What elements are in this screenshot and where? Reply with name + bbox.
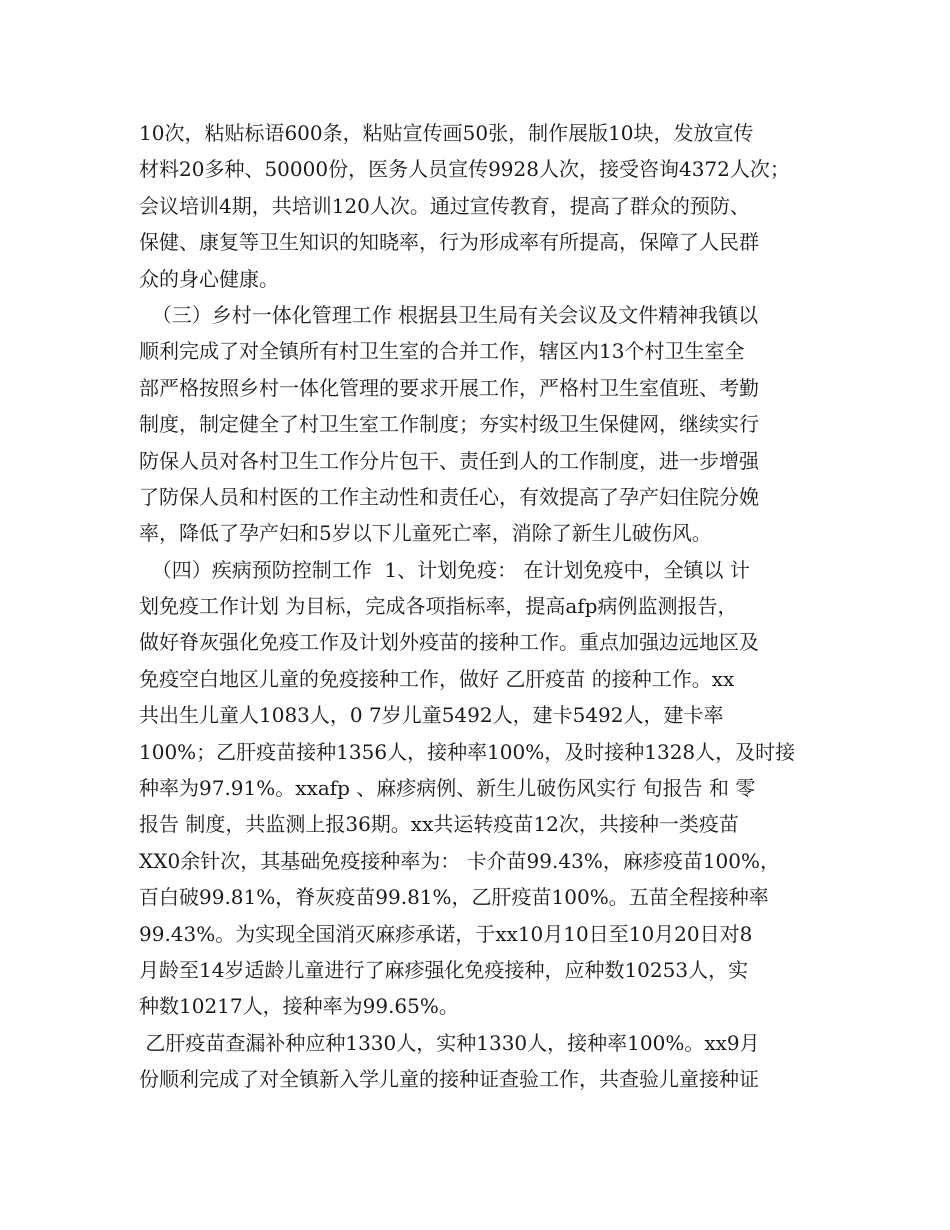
text-line: 众的身心健康。 [139,266,279,291]
text-line: 99.43%。为实现全国消灭麻疹承诺，于xx10月10日至10月20日对8 [139,921,753,946]
text-line: 共出生儿童人1083人，0 7岁儿童5492人，建卡5492人，建卡率 [139,703,724,728]
text-line: 率，降低了孕产妇和5岁以下儿童死亡率，消除了新生儿破伤风。 [139,521,712,546]
text-line: （三）乡村一体化管理工作 根据县卫生局有关会议及文件精神我镇以 [139,302,759,327]
text-line: 种数10217人，接种率为99.65%。 [139,994,459,1019]
text-line: 划免疫工作计划 为目标，完成各项指标率，提高afp病例监测报告， [139,594,738,619]
text-line: 了防保人员和村医的工作主动性和责任心，有效提高了孕产妇住院分娩 [139,484,759,509]
text-line: 免疫空白地区儿童的免疫接种工作，做好 乙肝疫苗 的接种工作。xx [139,666,735,691]
text-line: 部严格按照乡村一体化管理的要求开展工作，严格村卫生室值班、考勤 [139,375,759,400]
text-line: XX0余针次，其基础免疫接种率为： 卡介苗99.43%，麻疹疫苗100%， [139,848,780,873]
text-line: 份顺利完成了对全镇新入学儿童的接种证查验工作，共查验儿童接种证 [139,1067,759,1092]
text-line: 顺利完成了对全镇所有村卫生室的合并工作，辖区内13个村卫生室全 [139,339,745,364]
text-line: 会议培训4期，共培训120人次。通过宣传教育，提高了群众的预防、 [139,193,750,218]
text-line: 乙肝疫苗查漏补种应种1330人，实种1330人，接种率100%。xx9月 [139,1030,760,1055]
document-body [139,115,815,1098]
text-line: 报告 制度，共监测上报36期。xx共运转疫苗12次，共接种一类疫苗 [139,812,739,837]
text-line: 10次，粘贴标语600条，粘贴宣传画50张，制作展版10块，发放宣传 [139,121,754,145]
text-line: （四）疾病预防控制工作 1、计划免疫： 在计划免疫中，全镇以 计 [139,557,750,582]
text-line: 保健、康复等卫生知识的知晓率，行为形成率有所提高，保障了人民群 [139,230,759,255]
text-line: 月龄至14岁适龄儿童进行了麻疹强化免疫接种，应种数10253人，实 [139,957,749,982]
text-line: 百白破99.81%，脊灰疫苗99.81%，乙肝疫苗100%。五苗全程接种率 [139,885,769,910]
text-line: 100%；乙肝疫苗接种1356人，接种率100%，及时接种1328人，及时接 [139,739,796,764]
text-line: 防保人员对各村卫生工作分片包干、责任到人的工作制度，进一步增强 [139,448,759,473]
text-line: 制度，制定健全了村卫生室工作制度；夯实村级卫生保健网，继续实行 [139,412,759,437]
text-line: 种率为97.91%。xxafp 、麻疹病例、新生儿破伤风实行 旬报告 和 零 [139,776,756,801]
text-line: 材料20多种、50000份，医务人员宣传9928人次，接受咨询4372人次； [139,157,790,182]
text-line: 做好脊灰强化免疫工作及计划外疫苗的接种工作。重点加强边远地区及 [139,630,759,655]
